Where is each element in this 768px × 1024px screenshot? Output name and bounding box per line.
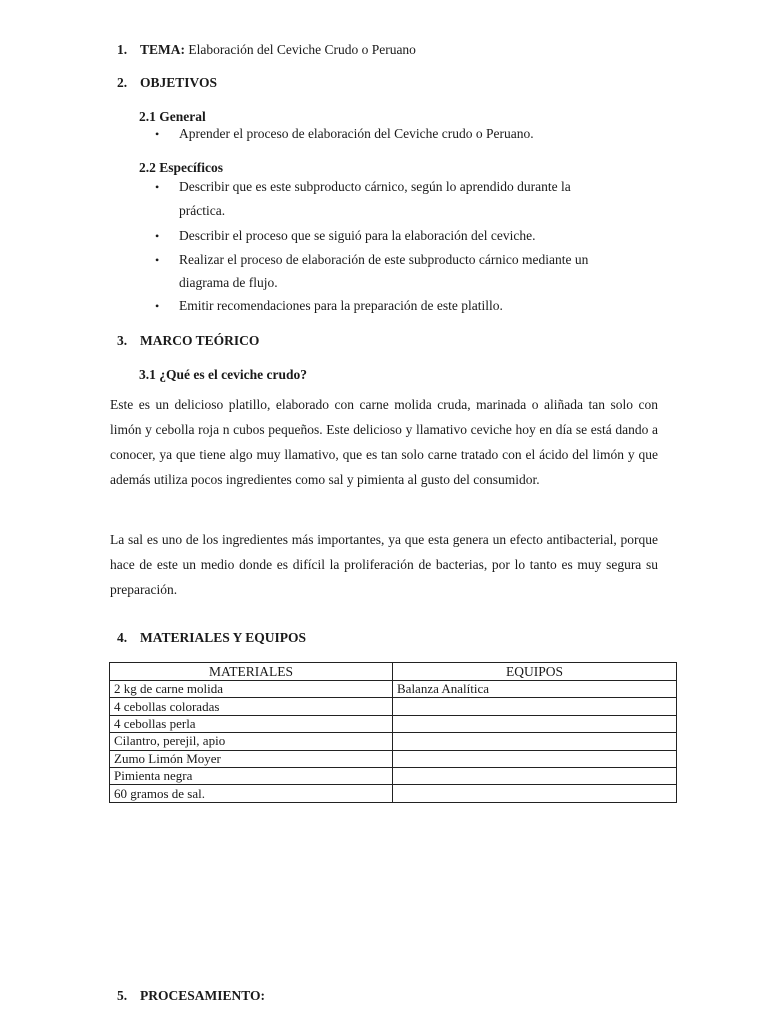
bullet-icon: • (155, 180, 160, 194)
section-1-title (140, 42, 416, 58)
section-3-subheading: 3.1 ¿Qué es el ceviche crudo? (139, 367, 307, 382)
section-2-number: 2. (117, 75, 128, 90)
table-row (110, 715, 677, 732)
material-cell: 2 kg de carne molida (110, 681, 393, 698)
equipo-cell (393, 733, 677, 750)
material-cell: Cilantro, perejil, apio (110, 733, 393, 750)
tema-label: TEMA: (140, 42, 185, 57)
materiales-header: MATERIALES (110, 663, 393, 681)
equipo-cell (393, 750, 677, 767)
table-row (110, 767, 677, 784)
equipos-header: EQUIPOS (393, 663, 677, 681)
section-3-number: 3. (117, 333, 128, 348)
general-item: Aprender el proceso de elaboración del Ceviche crudo o Peruano. (179, 126, 534, 141)
especifico-item-2: Describir el proceso que se siguió para la elaboración del ceviche. (179, 228, 536, 243)
material-cell: 4 cebollas perla (110, 715, 393, 732)
equipo-cell (393, 715, 677, 732)
materials-table (109, 662, 677, 803)
section-2-title: OBJETIVOS (140, 75, 218, 90)
section-1-number: 1. (117, 42, 128, 57)
especificos-subheading: 2.2 Específicos (139, 160, 223, 175)
especifico-item-4: Emitir recomendaciones para la preparación de este platillo. (179, 298, 503, 313)
table-row (110, 681, 677, 698)
bullet-icon: • (155, 229, 160, 243)
material-cell: 4 cebollas coloradas (110, 698, 393, 715)
marco-teorico-paragraph-2: La sal es uno de los ingredientes más importantes, ya que esta genera un efecto antibacterial, porque hace de este un medio donde es difícil la proliferación de bacterias, por lo tanto es muy segura su preparación. (110, 532, 658, 597)
table-row (110, 750, 677, 767)
bullet-icon: • (155, 127, 160, 141)
section-5-title: PROCESAMIENTO: (140, 988, 266, 1003)
especifico-item-3-line2: diagrama de flujo. (179, 275, 278, 290)
section-4-number: 4. (117, 630, 128, 645)
section-5-number: 5. (117, 988, 128, 1003)
especifico-item-3-line1: Realizar el proceso de elaboración de este subproducto cárnico mediante un (179, 252, 589, 267)
table-row (110, 785, 677, 802)
equipo-cell (393, 767, 677, 784)
general-subheading: 2.1 General (139, 109, 206, 124)
marco-teorico-paragraph-1: Este es un delicioso platillo, elaborado con carne molida cruda, marinada o aliñada tan solo con limón y cebolla roja n cubos pequeños. Este delicioso y llamativo ceviche hoy en día se está dando a conocer, ya que tiene algo muy llamativo, que es tan solo carne tratado con el ácido del limón y que además utiliza pocos ingredientes como sal y pimienta al gusto del consumidor. (110, 397, 658, 487)
table-row (110, 733, 677, 750)
material-cell: Pimienta negra (110, 767, 393, 784)
equipo-cell (393, 785, 677, 802)
material-cell: 60 gramos de sal. (110, 785, 393, 802)
table-row (110, 698, 677, 715)
equipo-cell (393, 698, 677, 715)
bullet-icon: • (155, 299, 160, 313)
equipo-cell: Balanza Analítica (393, 681, 677, 698)
table-header-row (110, 663, 677, 681)
material-cell: Zumo Limón Moyer (110, 750, 393, 767)
bullet-icon: • (155, 253, 160, 267)
especifico-item-1-line1: Describir que es este subproducto cárnico, según lo aprendido durante la (179, 179, 571, 194)
section-4-title: MATERIALES Y EQUIPOS (140, 630, 307, 645)
tema-text: Elaboración del Ceviche Crudo o Peruano (188, 42, 416, 57)
especifico-item-1-line2: práctica. (179, 203, 226, 218)
section-3-title: MARCO TEÓRICO (140, 333, 260, 348)
